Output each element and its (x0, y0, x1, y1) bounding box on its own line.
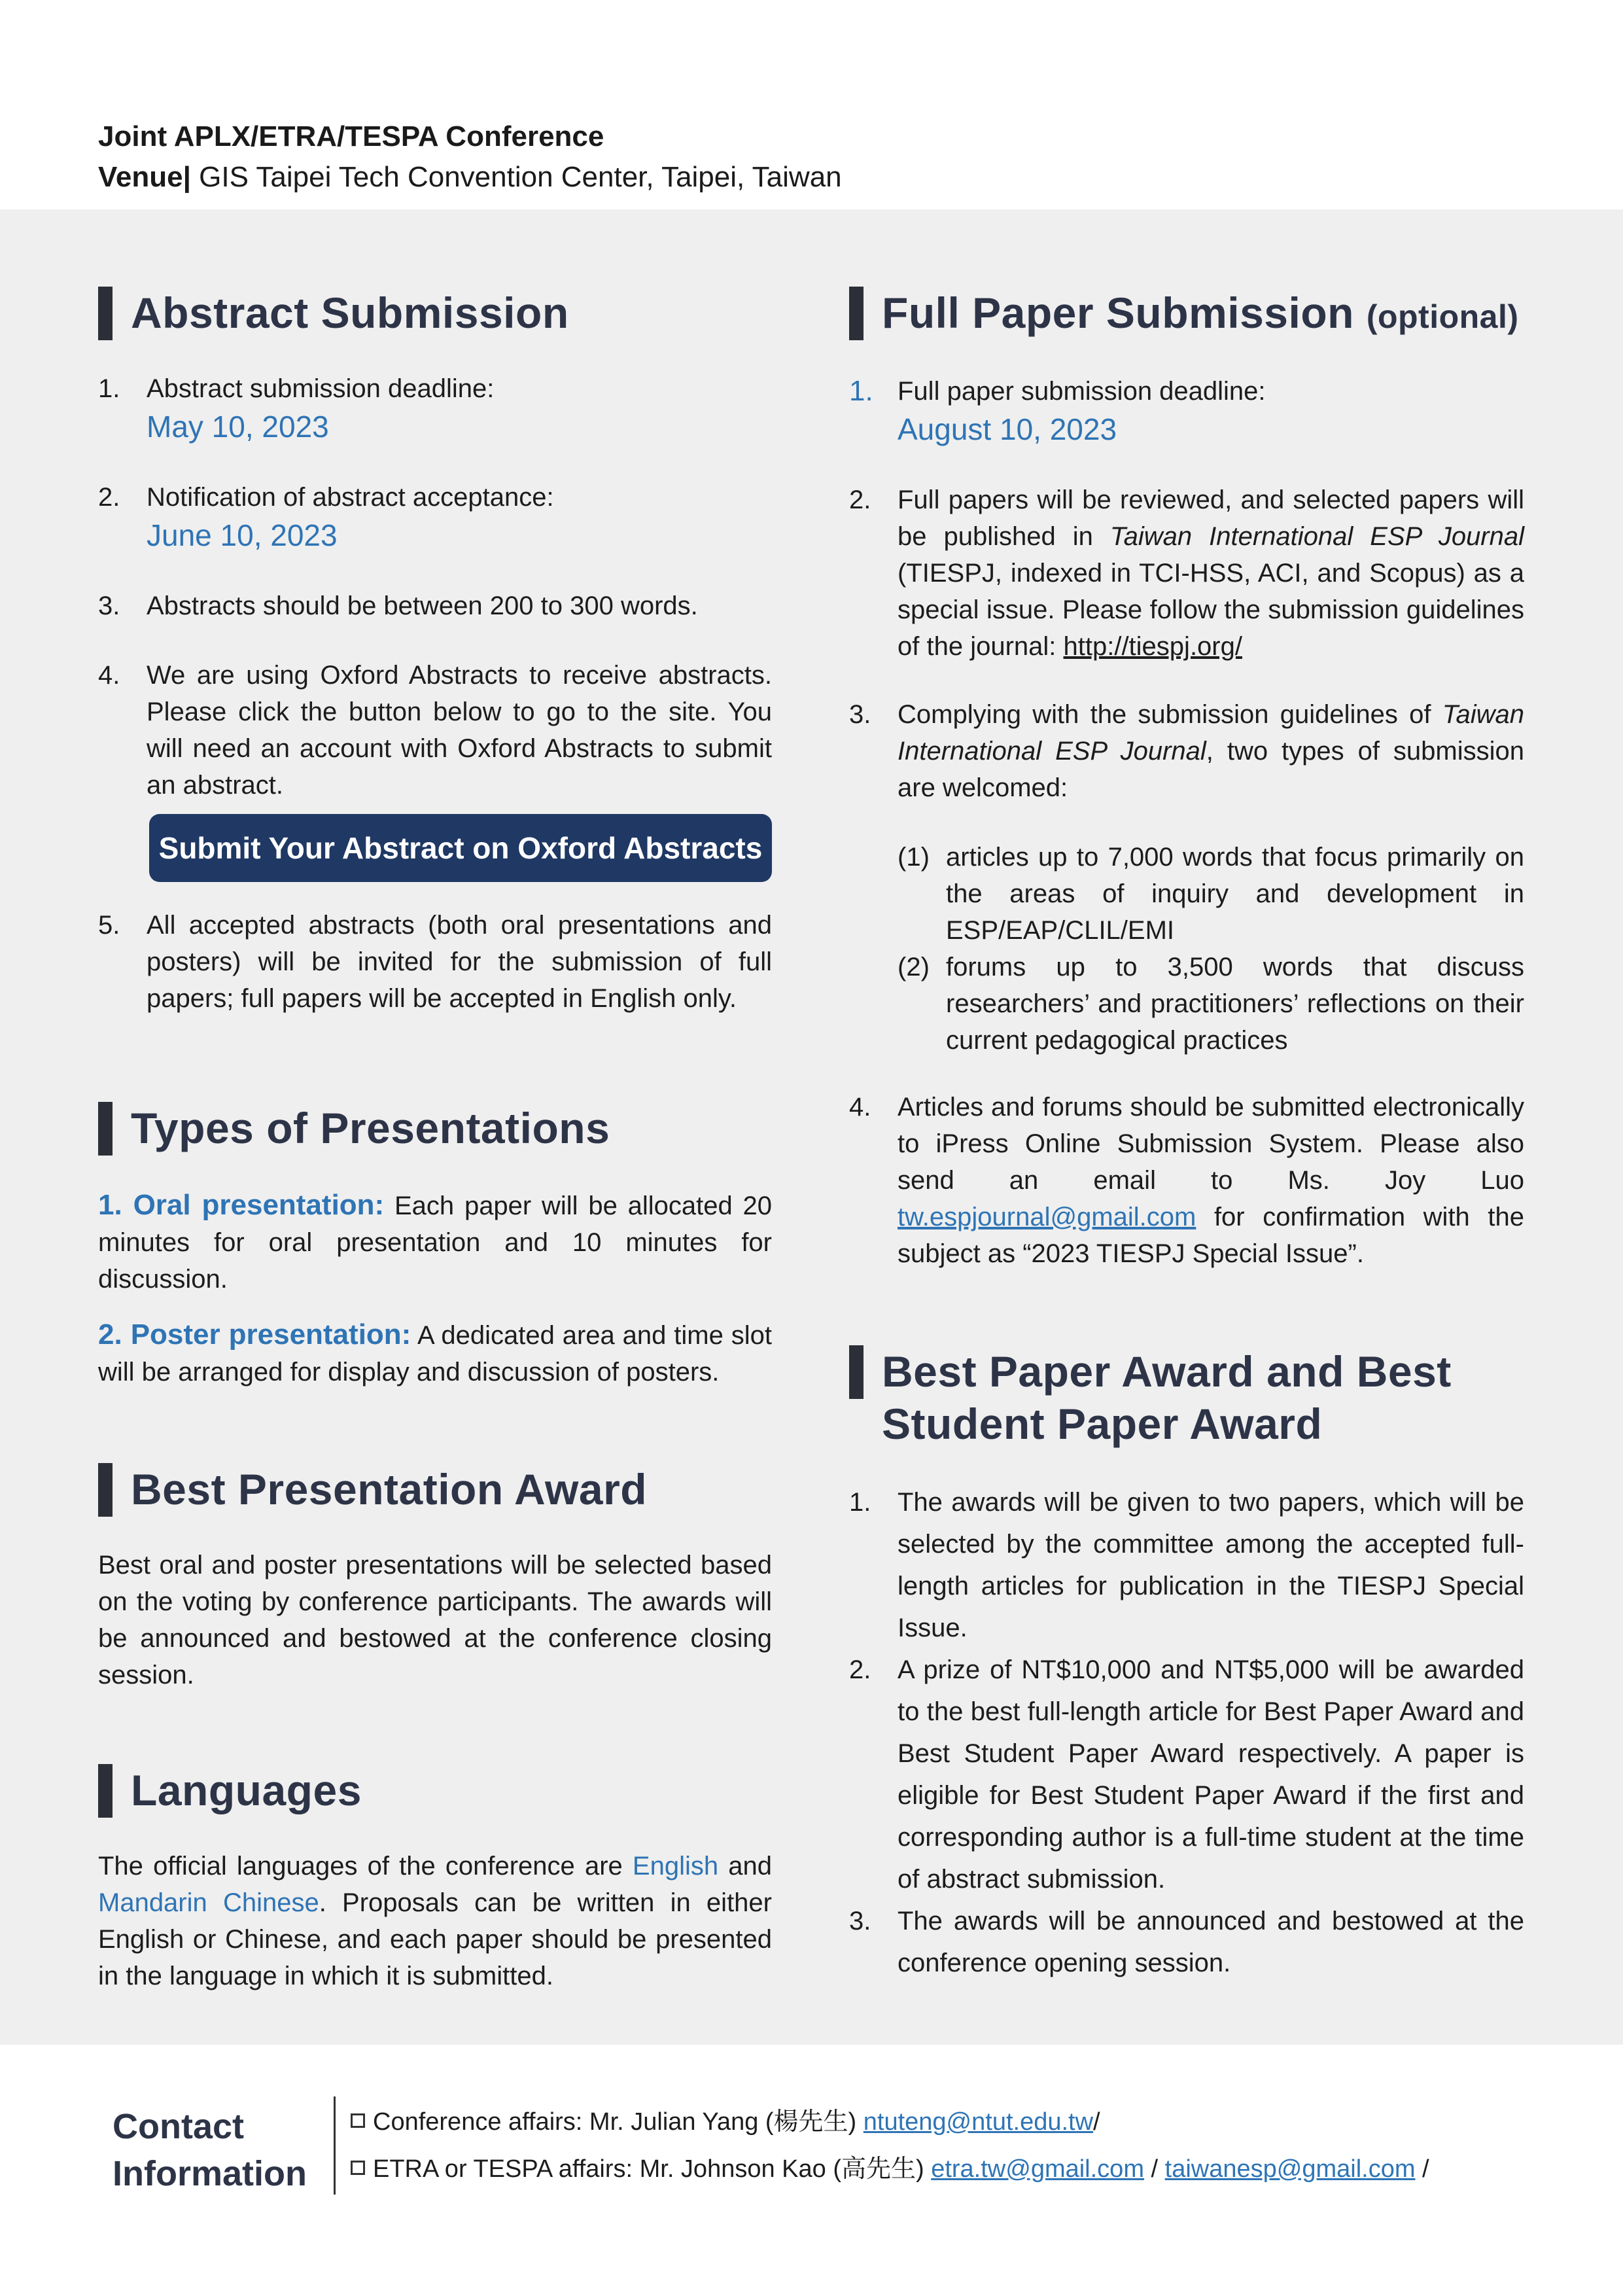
heading-bar (849, 287, 864, 340)
list-item (849, 1481, 1524, 1649)
section-title (882, 1345, 1452, 1450)
separator: / (1143, 2155, 1165, 2183)
best-presentation-text: Best oral and poster presentations will be selected based on the voting by conference participants. The awards will be announced and bestowed at the conference closing session. (98, 1551, 772, 1689)
item-text: Abstract submission deadline: (147, 374, 495, 403)
item-number: 2. (849, 1655, 871, 1684)
poster-lead: 2. Poster presentation: (98, 1318, 411, 1351)
submission-types (849, 839, 1524, 1059)
sub-number: (2) (898, 953, 930, 981)
poster-text: A dedicated area and time slot will be arranged for display and discussion of posters. (98, 1321, 772, 1386)
item-text: The awards will be given to two papers, which will be selected by the committee among the accepted full-length articles for publication in the TIESPJ Special Issue. (898, 1488, 1524, 1642)
contact-information (0, 2068, 1623, 2264)
heading-bar (98, 1764, 113, 1818)
contact-row-etra (351, 2151, 1429, 2187)
abstract-list (98, 657, 772, 804)
sub-text: articles up to 7,000 words that focus primarily on the areas of inquiry and development in ESP/EAP/CLIL/EMI (946, 843, 1524, 945)
full-paper-list (849, 1089, 1524, 1272)
optional-label: (optional) (1366, 298, 1519, 335)
item-number: 1. (849, 1488, 871, 1517)
list-item (98, 657, 772, 804)
submission-type-item (898, 949, 1524, 1059)
heading-bar (849, 1345, 864, 1399)
full-paper-deadline-date: August 10, 2023 (898, 412, 1117, 446)
best-presentation-heading (98, 1463, 647, 1517)
full-paper-list (849, 373, 1524, 449)
list-item (98, 907, 772, 1017)
item-number: 4. (849, 1093, 871, 1122)
item-text: , two types of submission are welcomed: (898, 737, 1524, 802)
etra-email-link[interactable]: etra.tw@gmail.com (931, 2155, 1144, 2183)
item-text: for confirmation with the subject as “2023 TIESPJ Special Issue”. (898, 1203, 1524, 1268)
list-item (849, 1649, 1524, 1900)
section-title (882, 287, 1519, 343)
contact-divider (334, 2096, 336, 2195)
submission-type-item (898, 839, 1524, 949)
section-title: Best Presentation Award (131, 1465, 648, 1513)
item-text: Full papers will be reviewed, and selected papers will be published in (898, 486, 1524, 551)
item-text: Abstracts should be between 200 to 300 words. (147, 592, 698, 620)
list-item (849, 373, 1524, 449)
languages-text-a: The official languages of the conference are (98, 1852, 633, 1881)
list-item (849, 1089, 1524, 1272)
abstract-list (98, 907, 772, 1017)
list-item (98, 588, 772, 624)
item-text: Articles and forums should be submitted electronically to iPress Online Submission System. Please also send an email to Ms. Joy Luo (898, 1093, 1524, 1195)
title-line: Student Paper Award (882, 1400, 1323, 1448)
notification-date: June 10, 2023 (147, 518, 338, 552)
list-item (849, 1900, 1524, 1984)
list-item (98, 370, 772, 446)
item-number: 3. (849, 700, 871, 729)
separator: / (1093, 2108, 1100, 2136)
section-title-text: Full Paper Submission (882, 289, 1354, 337)
item-text: All accepted abstracts (both oral presentations and posters) will be invited for the submission of full papers; full papers will be accepted in English only. (147, 911, 772, 1013)
deadline-date: May 10, 2023 (147, 410, 329, 444)
full-paper-heading (849, 287, 1519, 343)
item-number: 2. (98, 483, 120, 512)
venue-label: Venue| (98, 161, 191, 193)
item-text: Complying with the submission guidelines of (898, 700, 1442, 729)
heading-bar (98, 1463, 113, 1517)
item-number: 3. (849, 1907, 871, 1935)
contact-text: ETRA or TESPA affairs: Mr. Johnson Kao (高先生) (373, 2155, 932, 2183)
abstract-submission-heading (98, 287, 569, 340)
languages-text-b: and (718, 1852, 772, 1881)
conference-email-link[interactable]: ntuteng@ntut.edu.tw (863, 2108, 1094, 2136)
sub-number: (1) (898, 843, 930, 872)
full-paper-list (849, 482, 1524, 665)
section-title: Types of Presentations (131, 1104, 610, 1152)
submit-abstract-button[interactable]: Submit Your Abstract on Oxford Abstracts (149, 814, 772, 882)
language-english: English (632, 1852, 719, 1881)
best-paper-list (849, 1481, 1524, 1984)
journal-name: Taiwan International ESP Journal (1109, 522, 1525, 551)
list-item (849, 696, 1524, 806)
separator: / (1415, 2155, 1429, 2183)
types-heading (98, 1102, 610, 1156)
title-line: Best Paper Award and Best (882, 1347, 1452, 1396)
contact-row-conference (351, 2104, 1100, 2140)
section-title: Abstract Submission (131, 289, 569, 337)
contact-title-line: Contact (113, 2107, 244, 2146)
abstract-list (98, 370, 772, 446)
full-paper-list (849, 696, 1524, 1059)
oral-text: Each paper will be allocated 20 minutes for oral presentation and 10 minutes for discussion. (98, 1192, 772, 1294)
abstract-list (98, 479, 772, 555)
checkbox-icon (351, 2161, 365, 2175)
sub-text: forums up to 3,500 words that discuss researchers’ and practitioners’ reflections on their current pedagogical practices (946, 953, 1524, 1055)
journal-name: Taiwan International ESP Journal (898, 700, 1524, 766)
language-mandarin: Mandarin Chinese (98, 1888, 319, 1917)
heading-bar (98, 1102, 113, 1156)
contact-text: Conference affairs: Mr. Julian Yang (楊先生) (373, 2108, 864, 2136)
contact-title (113, 2103, 307, 2197)
oral-presentation-paragraph (98, 1187, 772, 1298)
item-text: The awards will be announced and bestowed at the conference opening session. (898, 1907, 1524, 1977)
oral-lead: 1. Oral presentation: (98, 1189, 385, 1221)
tespa-email-link[interactable]: taiwanesp@gmail.com (1164, 2155, 1416, 2183)
best-paper-heading (849, 1345, 1452, 1450)
list-item (849, 482, 1524, 665)
conference-title: Joint APLX/ETRA/TESPA Conference (98, 120, 604, 152)
languages-text-c: . Proposals can be written in either English or Chinese, and each paper should be presented in the language in which it is submitted. (98, 1888, 772, 1990)
item-number: 4. (98, 661, 120, 690)
languages-text (98, 1848, 772, 1994)
item-text: Notification of abstract acceptance: (147, 483, 554, 512)
journal-link[interactable]: http://tiespj.org/ (1063, 632, 1242, 661)
heading-bar (98, 287, 113, 340)
item-text: (TIESPJ, indexed in TCI-HSS, ACI, and Scopus) as a special issue. Please follow the submission guidelines of the journal: (898, 559, 1524, 661)
languages-heading (98, 1764, 362, 1818)
list-item (98, 479, 772, 555)
item-text: We are using Oxford Abstracts to receive abstracts. Please click the button below to go to the site. You will need an account with Oxford Abstracts to submit an abstract. (147, 661, 772, 800)
checkbox-icon (351, 2113, 365, 2128)
item-number: 1. (849, 375, 873, 407)
abstract-list (98, 588, 772, 624)
page-header (98, 116, 1537, 198)
item-number: 3. (98, 592, 120, 620)
contact-title-line: Information (113, 2154, 307, 2193)
item-text: Full paper submission deadline: (898, 377, 1266, 406)
content-panel (0, 209, 1623, 2045)
venue-value: GIS Taipei Tech Convention Center, Taipei, Taiwan (190, 161, 842, 193)
item-text: A prize of NT$10,000 and NT$5,000 will be awarded to the best full-length article for Best Paper Award and Best Student Paper Award respectively. A paper is eligible for Best Student Paper Award if the first and corresponding author is a full-time student at the time of abstract submission. (898, 1655, 1524, 1894)
item-number: 1. (98, 374, 120, 403)
journal-email-link[interactable]: tw.espjournal@gmail.com (898, 1203, 1196, 1231)
poster-presentation-paragraph (98, 1316, 772, 1390)
item-number: 2. (849, 486, 871, 514)
section-title: Languages (131, 1766, 362, 1814)
venue-line (98, 157, 1537, 198)
item-number: 5. (98, 911, 120, 940)
